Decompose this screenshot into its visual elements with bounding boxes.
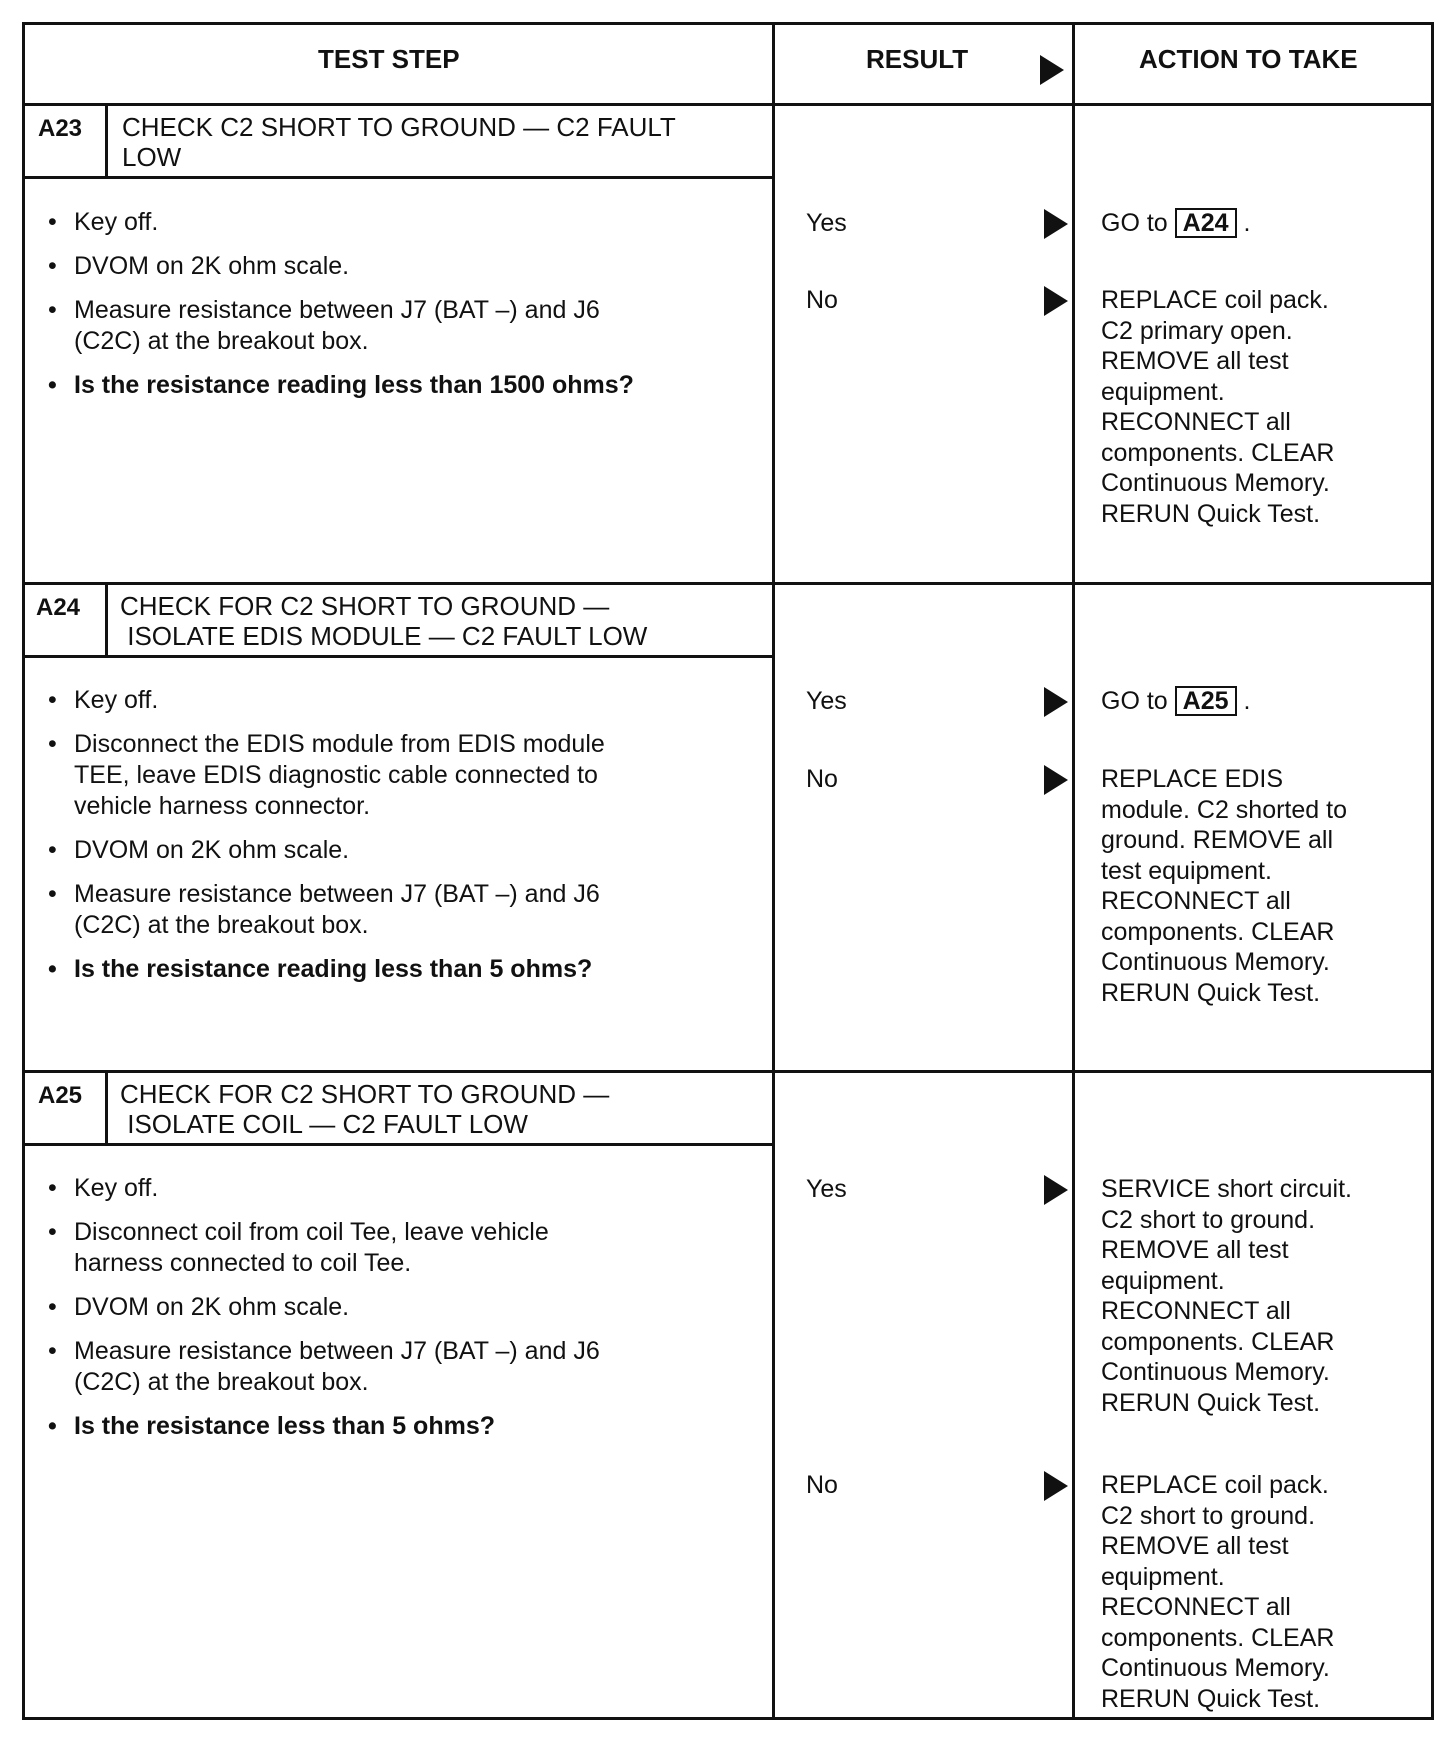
instruction: • DVOM on 2K ohm scale.	[42, 835, 605, 866]
step-title-divider-a25	[22, 1143, 774, 1146]
step-question-a25: • Is the resistance less than 5 ohms?	[42, 1411, 600, 1442]
action-yes-a23	[1101, 208, 1250, 239]
column-divider-result	[772, 22, 775, 1720]
header-divider	[22, 103, 1434, 106]
step-reference-a25: A25	[1175, 686, 1237, 716]
result-arrow-icon	[1044, 765, 1068, 795]
step-question-a24: • Is the resistance reading less than 5 ohms?	[42, 954, 605, 985]
instruction: • DVOM on 2K ohm scale.	[42, 251, 634, 282]
instruction: • Key off.	[42, 685, 605, 716]
step-id-a24: A24	[36, 594, 81, 621]
instruction: • Measure resistance between J7 (BAT –) and J6 (C2C) at the breakout box.	[42, 295, 634, 357]
result-yes-a23: Yes	[806, 209, 847, 237]
step-title-a24: CHECK FOR C2 SHORT TO GROUND — ISOLATE EDIS MODULE — C2 FAULT LOW	[120, 591, 648, 651]
instruction: • Measure resistance between J7 (BAT –) and J6 (C2C) at the breakout box.	[42, 879, 605, 941]
header-result: RESULT	[866, 44, 969, 74]
step-title-divider-a24	[22, 655, 774, 658]
step-reference-a24: A24	[1175, 208, 1237, 238]
step-id-divider-a25	[105, 1070, 108, 1145]
action-text: .	[1243, 687, 1251, 715]
step-id-a25: A25	[38, 1082, 83, 1109]
action-text: GO to	[1101, 209, 1168, 237]
instruction: • DVOM on 2K ohm scale.	[42, 1292, 600, 1323]
action-yes-a25: SERVICE short circuit. C2 short to ground. REMOVE all test equipment. RECONNECT all components. CLEAR Continuous Memory. RERUN Quick Test.	[1101, 1175, 1353, 1417]
result-no-a23: No	[806, 286, 838, 314]
step-instructions-a24	[42, 685, 605, 998]
action-text: GO to	[1101, 687, 1168, 715]
step-question-a23: • Is the resistance reading less than 1500 ohms?	[42, 370, 634, 401]
result-no-a24: No	[806, 765, 838, 793]
action-yes-a24	[1101, 686, 1250, 717]
result-yes-a25: Yes	[806, 1175, 847, 1203]
row-divider	[22, 582, 1434, 585]
header-arrow-icon	[1040, 55, 1064, 85]
header-test-step: TEST STEP	[318, 44, 460, 74]
step-title-divider-a23	[22, 176, 774, 179]
instruction: • Disconnect the EDIS module from EDIS module TEE, leave EDIS diagnostic cable connected to vehicle harness connector.	[42, 729, 605, 822]
result-yes-a24: Yes	[806, 687, 847, 715]
action-no-a23: REPLACE coil pack. C2 primary open. REMOVE all test equipment. RECONNECT all components. CLEAR Continuous Memory. RERUN Quick Test.	[1101, 286, 1335, 528]
result-arrow-icon	[1044, 687, 1068, 717]
step-id-divider-a24	[105, 582, 108, 657]
step-title-a23: CHECK C2 SHORT TO GROUND — C2 FAULT LOW	[122, 112, 676, 172]
step-id-a23: A23	[38, 115, 83, 142]
action-no-a24: REPLACE EDIS module. C2 shorted to ground. REMOVE all test equipment. RECONNECT all components. CLEAR Continuous Memory. RERUN Quick Test.	[1101, 765, 1347, 1007]
instruction: • Key off.	[42, 1173, 600, 1204]
result-no-a25: No	[806, 1471, 838, 1499]
header-action: ACTION TO TAKE	[1139, 44, 1358, 74]
column-divider-action	[1072, 22, 1075, 1720]
action-no-a25: REPLACE coil pack. C2 short to ground. REMOVE all test equipment. RECONNECT all components. CLEAR Continuous Memory. RERUN Quick Test.	[1101, 1471, 1335, 1713]
instruction: • Disconnect coil from coil Tee, leave vehicle harness connected to coil Tee.	[42, 1217, 600, 1279]
result-arrow-icon	[1044, 286, 1068, 316]
step-instructions-a23	[42, 207, 634, 414]
result-arrow-icon	[1044, 1175, 1068, 1205]
instruction: • Key off.	[42, 207, 634, 238]
step-id-divider-a23	[105, 103, 108, 178]
step-instructions-a25	[42, 1173, 600, 1455]
step-title-a25: CHECK FOR C2 SHORT TO GROUND — ISOLATE COIL — C2 FAULT LOW	[120, 1079, 610, 1139]
result-arrow-icon	[1044, 1471, 1068, 1501]
action-text: .	[1243, 209, 1251, 237]
instruction: • Measure resistance between J7 (BAT –) and J6 (C2C) at the breakout box.	[42, 1336, 600, 1398]
result-arrow-icon	[1044, 209, 1068, 239]
row-divider	[22, 1070, 1434, 1073]
